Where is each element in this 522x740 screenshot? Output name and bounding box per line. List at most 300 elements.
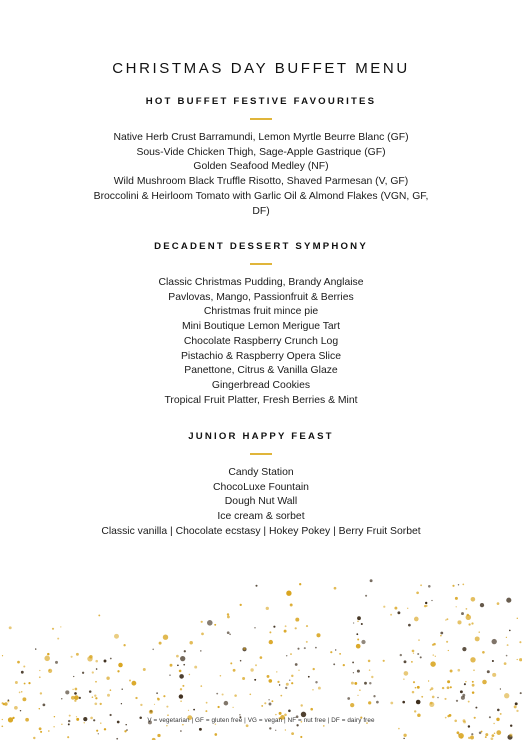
confetti-dot: [460, 690, 463, 693]
confetti-dot: [269, 727, 271, 729]
confetti-dot: [154, 704, 155, 705]
confetti-dot: [95, 697, 97, 699]
confetti-dot: [104, 728, 106, 730]
confetti-dot: [458, 584, 459, 585]
item-list: [0, 131, 522, 219]
confetti-dot: [189, 674, 190, 675]
confetti-dot: [40, 692, 42, 694]
confetti-dot: [135, 697, 137, 699]
confetti-dot: [19, 692, 21, 694]
confetti-dot: [222, 693, 224, 695]
confetti-dot: [1, 725, 3, 727]
confetti-dot: [288, 710, 291, 713]
confetti-dot: [492, 660, 494, 662]
confetti-dot: [485, 736, 487, 738]
confetti-dot: [60, 626, 61, 627]
confetti-dot: [232, 707, 233, 708]
confetti-dot: [394, 607, 397, 610]
confetti-dot: [356, 644, 361, 649]
confetti-dot: [96, 730, 98, 732]
confetti-dot: [471, 597, 476, 602]
menu-item: Broccolini & Heirloom Tomato with Garlic Oil & Almond Flakes (VGN, GF, DF): [93, 190, 429, 217]
confetti-dot: [445, 619, 447, 621]
confetti-dot: [269, 640, 273, 644]
confetti-dot: [316, 633, 320, 637]
confetti-dot: [35, 648, 36, 649]
confetti-dot: [110, 689, 112, 691]
confetti-dot: [468, 737, 470, 739]
confetti-dot: [255, 585, 257, 587]
confetti-dot: [350, 703, 354, 707]
confetti-dot: [450, 670, 453, 673]
confetti-dot: [183, 664, 185, 666]
confetti-dot: [110, 658, 112, 660]
menu-item: Sous-Vide Chicken Thigh, Sage-Apple Gastrique (GF): [136, 146, 386, 158]
confetti-dot: [403, 734, 406, 737]
confetti-dot: [40, 731, 42, 733]
confetti-dot: [22, 697, 26, 701]
section-heading: JUNIOR HAPPY FEAST: [188, 431, 334, 442]
confetti-dot: [462, 584, 464, 586]
section-divider: [250, 118, 272, 120]
menu-item: Tropical Fruit Platter, Fresh Berries & Mint: [164, 394, 358, 406]
confetti-dot: [466, 608, 468, 610]
confetti-dot: [456, 700, 458, 702]
confetti-dot: [430, 702, 433, 705]
confetti-dot: [55, 661, 58, 664]
confetti-dot: [418, 639, 419, 640]
menu-item: Christmas fruit mince pie: [203, 306, 319, 318]
confetti-dot: [517, 618, 518, 619]
confetti-dot: [182, 724, 183, 725]
confetti-dot: [157, 734, 160, 737]
confetti-dot: [74, 695, 79, 700]
confetti-dot: [227, 631, 230, 634]
confetti-dot: [118, 663, 123, 668]
confetti-dot: [471, 733, 473, 735]
confetti-dot: [206, 702, 208, 704]
confetti-dot: [421, 696, 423, 698]
confetti-dot: [184, 650, 186, 652]
confetti-dot: [92, 696, 94, 698]
confetti-dot: [20, 710, 21, 711]
confetti-dot: [76, 653, 79, 656]
confetti-dot: [368, 701, 371, 704]
confetti-dot: [53, 726, 54, 727]
confetti-dot: [369, 682, 371, 684]
confetti-dot: [260, 656, 263, 659]
confetti-dot: [497, 709, 500, 712]
confetti-dot: [356, 633, 358, 635]
confetti-dot: [277, 681, 279, 683]
confetti-dot: [114, 634, 119, 639]
confetti-dot: [166, 706, 168, 708]
confetti-dot: [482, 651, 485, 654]
confetti-dot: [157, 698, 160, 701]
confetti-dot: [280, 695, 282, 697]
confetti-dot: [506, 598, 511, 603]
confetti-dot: [435, 656, 436, 657]
confetti-dot: [353, 622, 354, 623]
confetti-dot: [57, 638, 59, 640]
confetti-dot: [468, 623, 470, 625]
confetti-dot: [121, 703, 122, 704]
confetti-dot: [125, 724, 126, 725]
confetti-dot: [140, 704, 142, 706]
confetti-dot: [48, 669, 52, 673]
confetti-dot: [24, 683, 26, 685]
confetti-dot: [284, 714, 287, 717]
confetti-dot: [234, 694, 237, 697]
confetti-dot: [468, 725, 470, 727]
menu-item: Golden Seafood Medley (NF): [193, 161, 329, 173]
confetti-dot: [500, 688, 501, 689]
confetti-dot: [240, 660, 242, 662]
confetti-dot: [214, 733, 217, 736]
confetti-dot: [480, 603, 484, 607]
confetti-dot: [313, 668, 315, 670]
confetti-dot: [163, 635, 168, 640]
confetti-dot: [510, 724, 512, 726]
confetti-dot: [261, 705, 263, 707]
confetti-dot: [110, 714, 112, 716]
confetti-dot: [182, 685, 184, 687]
confetti-dot: [492, 673, 496, 677]
confetti-dot: [180, 688, 182, 690]
menu-item: Mini Boutique Lemon Merigue Tart: [181, 321, 341, 333]
confetti-dot: [334, 587, 337, 590]
confetti-dot: [71, 656, 73, 658]
confetti-dot: [359, 689, 361, 691]
confetti-dot: [373, 695, 375, 697]
confetti-dot: [243, 648, 246, 651]
confetti-dot: [273, 626, 275, 628]
confetti-dot: [390, 614, 392, 616]
confetti-dot: [295, 663, 298, 666]
confetti-dot: [95, 660, 98, 663]
confetti-dot: [2, 655, 3, 656]
confetti-dot: [268, 699, 269, 700]
confetti-dot: [460, 736, 462, 738]
confetti-dot: [466, 615, 471, 620]
page-title: CHRISTMAS DAY BUFFET MENU: [112, 60, 410, 78]
confetti-dot: [323, 725, 325, 727]
confetti-dot: [8, 699, 10, 701]
confetti-dot: [308, 676, 310, 678]
confetti-dot: [472, 681, 474, 683]
confetti-dot: [472, 684, 475, 687]
confetti-dot: [201, 633, 204, 636]
confetti-dot: [339, 653, 341, 655]
confetti-dot: [94, 702, 97, 705]
confetti-dot: [473, 669, 475, 671]
confetti-dot: [266, 607, 269, 610]
confetti-dot: [15, 681, 18, 684]
confetti-dot: [417, 686, 420, 689]
confetti-dot: [430, 661, 435, 666]
confetti-dot: [304, 647, 306, 649]
confetti-dot: [152, 649, 154, 651]
confetti-dot: [98, 733, 99, 734]
confetti-dot: [233, 669, 236, 672]
confetti-dot: [73, 676, 74, 677]
confetti-dot: [227, 613, 229, 615]
confetti-dot: [75, 688, 78, 691]
confetti-dot: [482, 680, 487, 685]
confetti-dot: [504, 662, 507, 665]
confetti-dot: [470, 657, 475, 662]
confetti-dot: [462, 647, 466, 651]
confetti-dot: [229, 633, 231, 635]
confetti-dot: [33, 737, 35, 739]
confetti-dot: [465, 681, 466, 682]
confetti-dot: [295, 618, 299, 622]
confetti-dot: [371, 676, 373, 678]
confetti-dot: [318, 687, 321, 690]
confetti-dot: [227, 615, 230, 618]
confetti-dot: [291, 682, 293, 684]
confetti-dot: [217, 706, 219, 708]
confetti-dot: [23, 665, 25, 667]
section-divider: [250, 453, 272, 455]
confetti-dot: [300, 736, 302, 738]
confetti-dot: [357, 670, 360, 673]
confetti-dot: [440, 632, 443, 635]
confetti-dot: [494, 732, 496, 734]
confetti-dot: [315, 681, 317, 683]
confetti-dot: [129, 679, 131, 681]
confetti-dot: [383, 606, 385, 608]
section-heading: DECADENT DESSERT SYMPHONY: [154, 241, 368, 252]
confetti-dot: [464, 683, 466, 685]
confetti-dot: [98, 614, 100, 616]
confetti-dot: [431, 600, 432, 601]
confetti-dot: [450, 686, 452, 688]
confetti-dot: [284, 630, 287, 633]
gold-confetti-decoration: [0, 570, 522, 740]
confetti-dot: [74, 692, 77, 695]
confetti-dot: [17, 661, 20, 664]
confetti-dot: [176, 655, 179, 658]
confetti-dot: [433, 643, 436, 646]
confetti-dot: [456, 606, 457, 607]
confetti-dot: [124, 730, 126, 732]
confetti-dot: [74, 700, 76, 702]
confetti-dot: [403, 738, 404, 739]
confetti-dot: [285, 625, 287, 627]
confetti-dot: [199, 728, 202, 731]
confetti-dot: [428, 680, 429, 681]
confetti-dot: [413, 653, 414, 654]
confetti-dot: [269, 631, 271, 633]
confetti-dot: [67, 736, 69, 738]
confetti-dot: [2, 702, 4, 704]
confetti-dot: [497, 602, 500, 605]
confetti-dot: [446, 641, 448, 643]
confetti-dot: [200, 650, 202, 652]
confetti-dot: [65, 690, 69, 694]
menu-item: Classic Christmas Pudding, Brandy Anglaise: [158, 277, 364, 288]
confetti-dot: [461, 612, 464, 615]
confetti-dot: [364, 682, 367, 685]
menu-item: Ice cream & sorbet: [217, 511, 305, 523]
confetti-dot: [415, 687, 417, 689]
confetti-dot: [457, 731, 460, 734]
section-heading: HOT BUFFET FESTIVE FAVOURITES: [145, 96, 377, 107]
confetti-dot: [207, 620, 213, 626]
confetti-dot: [412, 691, 415, 694]
section-dessert: [0, 240, 522, 408]
confetti-dot: [414, 710, 416, 712]
confetti-dot: [347, 697, 350, 700]
confetti-dot: [306, 641, 308, 643]
confetti-dot: [432, 654, 434, 656]
confetti-dot: [96, 668, 98, 670]
menu-item: ChocoLuxe Fountain: [213, 481, 309, 493]
confetti-dot: [357, 620, 359, 622]
confetti-dot: [519, 641, 521, 643]
confetti-dot: [471, 622, 473, 624]
confetti-dot: [279, 712, 282, 715]
confetti-dot: [472, 691, 475, 694]
confetti-dot: [169, 674, 171, 676]
confetti-dot: [290, 653, 292, 655]
confetti-dot: [149, 710, 153, 714]
confetti-dot: [408, 624, 411, 627]
confetti-dot: [333, 663, 335, 665]
confetti-dot: [475, 636, 480, 641]
confetti-dot: [255, 664, 257, 666]
confetti-dot: [507, 644, 509, 646]
confetti-dot: [269, 703, 272, 706]
confetti-dot: [298, 670, 299, 671]
confetti-dot: [220, 675, 222, 677]
confetti-dot: [250, 668, 253, 671]
confetti-dot: [296, 724, 298, 726]
confetti-dot: [194, 666, 197, 669]
confetti-dot: [170, 664, 173, 667]
confetti-dot: [44, 656, 50, 662]
confetti-dot: [131, 681, 136, 686]
confetti-dot: [354, 682, 357, 685]
confetti-dot: [487, 670, 490, 673]
confetti-dot: [230, 662, 232, 664]
confetti-dot: [275, 714, 276, 715]
confetti-dot: [300, 704, 302, 706]
confetti-dot: [116, 738, 118, 740]
confetti-dot: [315, 647, 317, 649]
confetti-dot: [475, 707, 477, 709]
menu-item: Gingerbread Cookies: [211, 379, 311, 391]
confetti-dot: [390, 702, 393, 705]
confetti-dot: [14, 706, 18, 710]
menu-item: Classic vanilla | Chocolate ecstasy | Hokey Pokey | Berry Fruit Sorbet: [101, 525, 421, 537]
confetti-dot: [21, 671, 24, 674]
section-divider: [250, 263, 272, 265]
confetti-dot: [28, 682, 30, 684]
confetti-dot: [414, 617, 419, 622]
confetti-dot: [432, 696, 435, 699]
confetti-dot: [189, 641, 192, 644]
confetti-dot: [201, 621, 203, 623]
confetti-dot: [79, 697, 81, 699]
confetti-dot: [299, 583, 301, 585]
confetti-dot: [106, 676, 109, 679]
confetti-dot: [180, 700, 182, 702]
confetti-dot: [485, 733, 488, 736]
confetti-dot: [428, 585, 431, 588]
confetti-dot: [417, 653, 419, 655]
confetti-dot: [94, 695, 96, 697]
confetti-dot: [286, 655, 287, 656]
confetti-dot: [61, 698, 62, 699]
confetti-dot: [166, 725, 167, 726]
confetti-dot: [452, 585, 454, 587]
confetti-dot: [289, 680, 290, 681]
confetti-dot: [492, 639, 497, 644]
confetti-dot: [249, 693, 251, 695]
confetti-dot: [420, 584, 422, 586]
menu-item: Pavlovas, Mango, Passionfruit & Berries: [168, 291, 354, 303]
confetti-dot: [447, 686, 450, 689]
confetti-dot: [404, 660, 407, 663]
confetti-dot: [446, 618, 448, 620]
confetti-dot: [82, 672, 84, 674]
confetti-dot: [193, 709, 195, 711]
confetti-dot: [254, 627, 256, 629]
confetti-dot: [310, 708, 313, 711]
confetti-dot: [291, 675, 293, 677]
confetti-dot: [156, 692, 158, 694]
confetti-dot: [275, 730, 276, 731]
confetti-dot: [448, 650, 449, 651]
confetti-dot: [400, 654, 402, 656]
confetti-dot: [412, 650, 415, 653]
confetti-dot: [246, 724, 249, 727]
confetti-dot: [268, 679, 272, 683]
confetti-dot: [468, 701, 470, 703]
confetti-dot: [416, 591, 419, 594]
confetti-dot: [430, 689, 432, 691]
confetti-dot: [357, 616, 361, 620]
section-junior-feast: [0, 430, 522, 540]
confetti-dot: [500, 713, 502, 715]
confetti-dot: [455, 597, 458, 600]
confetti-dot: [179, 694, 183, 698]
confetti-dot: [369, 669, 371, 671]
confetti-dot: [159, 642, 162, 645]
confetti-dot: [458, 669, 461, 672]
confetti-dot: [457, 620, 461, 624]
confetti-dot: [383, 660, 385, 662]
confetti-dot: [398, 728, 400, 730]
confetti-dot: [492, 734, 495, 737]
confetti-dot: [87, 656, 92, 661]
confetti-dot: [514, 705, 517, 708]
confetti-dot: [143, 668, 146, 671]
confetti-dot: [437, 697, 439, 699]
confetti-dot: [295, 627, 297, 629]
item-list: [0, 466, 522, 540]
confetti-dot: [402, 701, 405, 704]
confetti-dot: [48, 730, 50, 732]
confetti-dot: [365, 595, 367, 597]
confetti-dot: [411, 661, 413, 663]
confetti-dot: [39, 708, 40, 709]
menu-item: Candy Station: [228, 467, 294, 478]
confetti-dot: [167, 714, 169, 716]
section-hot-buffet: [0, 95, 522, 219]
